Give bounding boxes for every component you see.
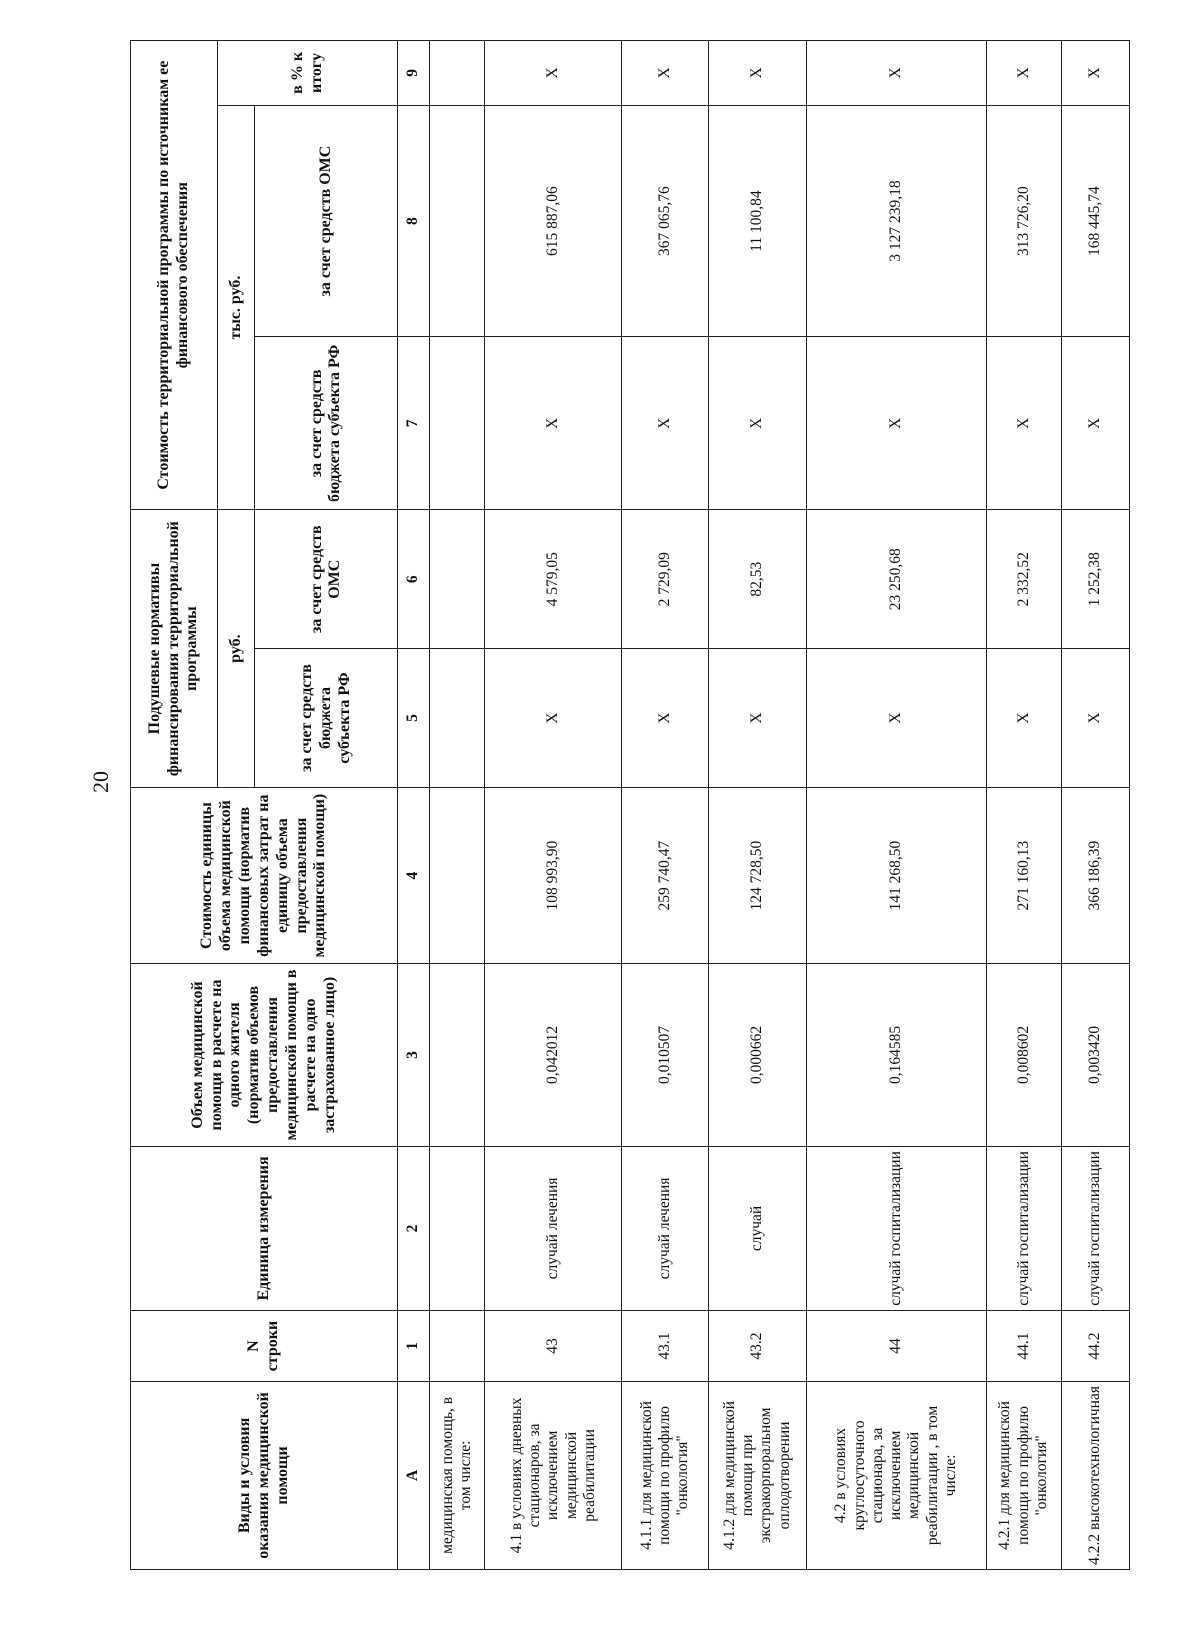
header-col-7: за счет средств бюджета субъекта РФ [255, 337, 398, 510]
row-c7: X [485, 337, 622, 510]
table-row [806, 41, 986, 1570]
header-group-cost: Стоимость территориальной программы по источникам ее финансового обеспечения [131, 41, 218, 510]
row-volume: 0,000662 [709, 964, 806, 1146]
row-c7 [429, 337, 485, 510]
column-index: 5 [398, 649, 429, 788]
row-c6: 23 250,68 [806, 510, 986, 649]
row-name: медицинская помощь, в том числе: [429, 1381, 485, 1569]
row-number [429, 1311, 485, 1382]
table-row [485, 41, 622, 1570]
row-c9: X [1061, 41, 1129, 106]
row-c9: X [806, 41, 986, 106]
row-c6 [429, 510, 485, 649]
row-name: 4.1.1 для медицинской помощи по профилю "онкология" [622, 1381, 709, 1569]
row-c9: X [709, 41, 806, 106]
row-name: 4.2.1 для медицинской помощи по профилю "онкология" [986, 1381, 1061, 1569]
header-cost-unit: тыс. руб. [218, 105, 255, 510]
column-index: 9 [398, 41, 429, 106]
header-col-9: в % к итогу [218, 41, 398, 106]
column-index: А [398, 1381, 429, 1569]
row-c8: 168 445,74 [1061, 105, 1129, 337]
row-c6: 4 579,05 [485, 510, 622, 649]
row-unit: случай госпитализации [986, 1146, 1061, 1311]
column-index: 4 [398, 787, 429, 963]
row-name: 4.1.2 для медицинской помощи при экстракорпоральном оплодотворении [709, 1381, 806, 1569]
row-unit: случай [709, 1146, 806, 1311]
column-index: 7 [398, 337, 429, 510]
row-unit: случай госпитализации [1061, 1146, 1129, 1311]
row-c5 [429, 649, 485, 788]
row-volume: 0,008602 [986, 964, 1061, 1146]
header-col-8: за счет средств ОМС [255, 105, 398, 337]
row-c8: 615 887,06 [485, 105, 622, 337]
row-name: 4.2.2 высокотехнологичная [1061, 1381, 1129, 1569]
row-c7: X [709, 337, 806, 510]
table-row [709, 41, 806, 1570]
header-col-6: за счет средств ОМС [255, 510, 398, 649]
row-number: 43 [485, 1311, 622, 1382]
column-index: 8 [398, 105, 429, 337]
row-c6: 1 252,38 [1061, 510, 1129, 649]
table-row [986, 41, 1061, 1570]
row-c5: X [709, 649, 806, 788]
column-index: 6 [398, 510, 429, 649]
row-c5: X [806, 649, 986, 788]
row-c8: 3 127 239,18 [806, 105, 986, 337]
row-unit: случай лечения [485, 1146, 622, 1311]
row-c8 [429, 105, 485, 337]
header-col-1: N строки [131, 1311, 398, 1382]
header-col-4: Стоимость единицы объема медицинской помощи (норматив финансовых затрат на единицу объема предоставления медицинской помощи) [131, 787, 398, 963]
row-number: 44 [806, 1311, 986, 1382]
row-cost: 124 728,50 [709, 787, 806, 963]
row-volume [429, 964, 485, 1146]
row-c8: 313 726,20 [986, 105, 1061, 337]
rotated-table-container [130, 40, 1130, 1570]
header-row-1 [131, 41, 218, 1570]
header-col-5: за счет средств бюджета субъекта РФ [255, 649, 398, 788]
row-number: 44.2 [1061, 1311, 1129, 1382]
page-number: 20 [88, 771, 113, 793]
row-unit: случай госпитализации [806, 1146, 986, 1311]
row-volume: 0,010507 [622, 964, 709, 1146]
row-c7: X [806, 337, 986, 510]
row-volume: 0,164585 [806, 964, 986, 1146]
row-unit: случай лечения [622, 1146, 709, 1311]
row-cost [429, 787, 485, 963]
table-row [1061, 41, 1129, 1570]
row-c7: X [986, 337, 1061, 510]
financing-table [130, 40, 1130, 1570]
row-number: 43.1 [622, 1311, 709, 1382]
row-c9: X [986, 41, 1061, 106]
table-row [429, 41, 485, 1570]
row-number: 43.2 [709, 1311, 806, 1382]
row-c9 [429, 41, 485, 106]
row-cost: 366 186,39 [1061, 787, 1129, 963]
row-cost: 259 740,47 [622, 787, 709, 963]
row-cost: 271 160,13 [986, 787, 1061, 963]
header-col-3: Объем медицинской помощи в расчете на одного жителя (норматив объемов предоставления медицинской помощи в расчете на одно застрахованное лицо) [131, 964, 398, 1146]
column-index: 3 [398, 964, 429, 1146]
row-c5: X [1061, 649, 1129, 788]
row-c5: X [986, 649, 1061, 788]
row-c6: 2 729,09 [622, 510, 709, 649]
column-index: 2 [398, 1146, 429, 1311]
row-cost: 108 993,90 [485, 787, 622, 963]
row-c9: X [622, 41, 709, 106]
row-volume: 0,042012 [485, 964, 622, 1146]
column-index-row [398, 41, 429, 1570]
row-volume: 0,003420 [1061, 964, 1129, 1146]
row-c8: 11 100,84 [709, 105, 806, 337]
row-c9: X [485, 41, 622, 106]
row-c5: X [485, 649, 622, 788]
row-cost: 141 268,50 [806, 787, 986, 963]
header-col-a: Виды и условия оказания медицинской помощи [131, 1381, 398, 1569]
row-number: 44.1 [986, 1311, 1061, 1382]
header-norm-unit: руб. [218, 510, 255, 788]
row-c6: 82,53 [709, 510, 806, 649]
column-index: 1 [398, 1311, 429, 1382]
row-unit [429, 1146, 485, 1311]
header-group-norm: Подушевые нормативы финансирования территориальной программы [131, 510, 218, 788]
row-c7: X [622, 337, 709, 510]
row-c6: 2 332,52 [986, 510, 1061, 649]
row-name: 4.2 в условиях круглосуточного стационара, за исключением медицинской реабилитации , в том числе: [806, 1381, 986, 1569]
row-c8: 367 065,76 [622, 105, 709, 337]
header-col-2: Единица измерения [131, 1146, 398, 1311]
row-c7: X [1061, 337, 1129, 510]
row-name: 4.1 в условиях дневных стационаров, за исключением медицинской реабилитации [485, 1381, 622, 1569]
table-row [622, 41, 709, 1570]
row-c5: X [622, 649, 709, 788]
